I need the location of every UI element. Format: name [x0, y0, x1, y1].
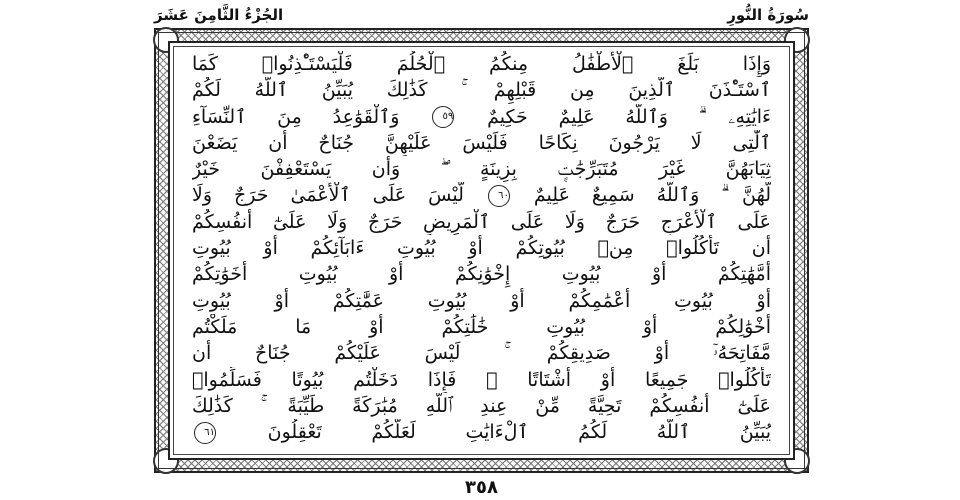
verse-line [192, 393, 771, 419]
surah-name: سُورَةُ النُّورِ [727, 6, 809, 24]
verse-line [192, 51, 771, 77]
verse-line-text: ثِيَابَهُنَّ غَيْرَ مُتَبَرِّجَٰتٍۭ بِزِينَةٍ ۖ وَأَن يَسْتَعْفِفْنَ خَيْرٌ [192, 158, 771, 181]
verse-line-text: ٱسْتَـْٔذَنَ ٱلَّذِينَ مِن قَبْلِهِمْ ۚ كَذَٰلِكَ يُبَيِّنُ ٱللَّهُ لَكُمْ [192, 79, 771, 102]
verse-line-text: ٱلَّٰتِى لَا يَرْجُونَ نِكَاحًا فَلَيْسَ عَلَيْهِنَّ جُنَاحٌ أَن يَضَعْنَ [192, 131, 771, 154]
verse-line-text: وَإِذَا بَلَغَ ٱلْأَطْفَٰلُ مِنكُمُ ٱلْحُلُمَ فَلْيَسْتَـْٔذِنُوا۟ كَمَا [192, 53, 771, 75]
ayah-number-marker: ٦٠ [488, 185, 510, 207]
verse-line-text: لَّهُنَّ ۗ وَٱللَّهُ سَمِيعٌ عَلِيمٌ [533, 184, 771, 207]
verse-line-text: مَّفَاتِحَهُۥٓ أَوْ صَدِيقِكُمْ ۚ لَيْسَ عَلَيْكُمْ جُنَاحٌ أَن [192, 342, 771, 365]
ayah-number-marker: ٥٩ [432, 106, 454, 128]
verse-line-text: وَٱلْقَوَٰعِدُ مِنَ ٱلنِّسَآءِ [192, 105, 400, 128]
verse-line [192, 261, 771, 287]
verse-line [192, 288, 771, 314]
page-number: ٣٥٨ [465, 477, 498, 498]
verse-line [192, 367, 771, 393]
verse-line [192, 77, 771, 103]
ayah-number-marker: ٦١ [194, 422, 216, 444]
verse-line [192, 156, 771, 182]
verse-line-text: أَن تَأْكُلُوا۟ مِنۢ بُيُوتِكُمْ أَوْ بُيُوتِ ءَابَآئِكُمْ أَوْ بُيُوتِ [192, 237, 771, 260]
verse-line-text: لَّيْسَ عَلَى ٱلْأَعْمَىٰ حَرَجٌ وَلَا [192, 184, 464, 207]
verse-line-text: تَأْكُلُوا۟ جَمِيعًا أَوْ أَشْتَاتًا ۚ فَإِذَا دَخَلْتُم بُيُوتًا فَسَلِّمُوا۟ [192, 368, 771, 391]
verse-line-text: عَلَى ٱلْأَعْرَجِ حَرَجٌ وَلَا عَلَى ٱلْمَرِيضِ حَرَجٌ وَلَا عَلَىٰٓ أَنفُسِكُمْ [192, 210, 771, 233]
verse-line-text: أَخْوَٰلِكُمْ أَوْ بُيُوتِ خَٰلَٰتِكُمْ أَوْ مَا مَلَكْتُم [192, 315, 771, 338]
verse-line [192, 419, 771, 445]
verse-text-block [192, 51, 771, 450]
verse-line-text: يُبَيِّنُ ٱللَّهُ لَكُمُ ٱلْءَايَٰتِ لَعَلَّكُمْ تَعْقِلُونَ [267, 421, 771, 444]
verse-line [192, 130, 771, 156]
verse-line-text: ءَايَٰتِهِۦ ۗ وَٱللَّهُ عَلِيمٌ حَكِيمٌ [487, 105, 771, 128]
verse-line [192, 314, 771, 340]
verse-line [192, 235, 771, 261]
verse-line [192, 340, 771, 366]
verse-line-text: أُمَّهَٰتِكُمْ أَوْ بُيُوتِ إِخْوَٰنِكُمْ أَوْ بُيُوتِ أَخَوَٰتِكُمْ [192, 263, 771, 286]
mushaf-page [150, 0, 813, 500]
ornamental-border [154, 28, 809, 473]
verse-line [192, 104, 771, 130]
text-frame [168, 41, 795, 460]
verse-line-text: أَوْ بُيُوتِ أَعْمَٰمِكُمْ أَوْ بُيُوتِ عَمَّٰتِكُمْ أَوْ بُيُوتِ [192, 289, 771, 312]
verse-line-text: عَلَىٰٓ أَنفُسِكُمْ تَحِيَّةً مِّنْ عِندِ ٱللَّهِ مُبَٰرَكَةً طَيِّبَةً ۚ كَذَٰلِكَ [192, 394, 771, 417]
verse-line [192, 209, 771, 235]
page-header [154, 3, 809, 27]
verse-line [192, 182, 771, 208]
juz-name: الجُزْءُ الثَّامِنَ عَشَرَ [154, 6, 284, 24]
